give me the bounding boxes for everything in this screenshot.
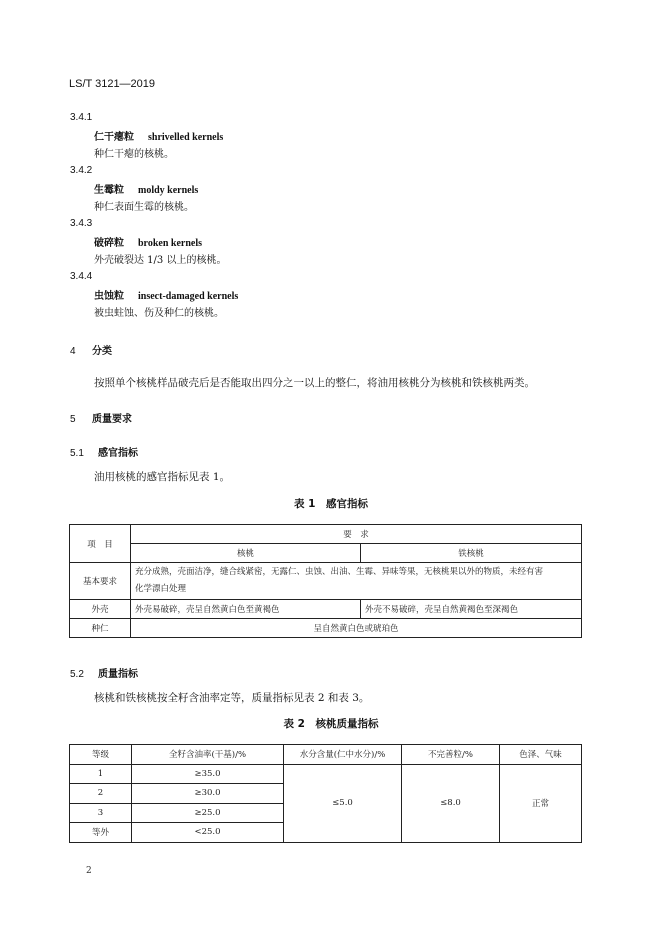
term-definition: 种仁表面生霉的核桃。 bbox=[94, 202, 194, 213]
table-row bbox=[70, 563, 582, 600]
page-number: 2 bbox=[86, 866, 92, 876]
table-cell: ≥30.0 bbox=[132, 784, 284, 804]
section-heading bbox=[70, 342, 112, 357]
quality-table bbox=[69, 744, 582, 843]
section-body: 油用核桃的感官指标见表 1。 bbox=[94, 471, 231, 483]
term-number: 3.4.3 bbox=[70, 218, 93, 229]
term-number: 3.4.4 bbox=[70, 271, 93, 282]
term-entry bbox=[94, 128, 223, 143]
term-definition: 种仁干瘪的核桃。 bbox=[94, 149, 174, 160]
table-header-cell: 不完善粒/% bbox=[402, 745, 500, 765]
term-definition: 被虫蛀蚀、伤及种仁的核桃。 bbox=[94, 308, 224, 319]
table-row bbox=[70, 544, 582, 563]
table-cell bbox=[131, 563, 582, 600]
table-cell: 外壳易破碎，壳呈自然黄白色至黄褐色 bbox=[131, 600, 361, 619]
section-body: 核桃和铁核桃按全籽含油率定等，质量指标见表 2 和表 3。 bbox=[94, 692, 370, 704]
term-entry bbox=[94, 287, 238, 302]
table-row bbox=[70, 600, 582, 619]
term-zh: 破碎粒 bbox=[94, 238, 124, 249]
table-row bbox=[70, 764, 582, 784]
table-cell: ≤5.0 bbox=[284, 764, 402, 842]
table-cell: 种仁 bbox=[70, 619, 131, 638]
section-title: 质量指标 bbox=[98, 669, 138, 680]
table-row bbox=[70, 745, 582, 765]
table-cell: 2 bbox=[70, 784, 132, 804]
table-cell: 等外 bbox=[70, 823, 132, 843]
section-title: 分类 bbox=[92, 346, 112, 357]
term-en: insect-damaged kernels bbox=[138, 291, 239, 302]
table-cell: ≤8.0 bbox=[402, 764, 500, 842]
cell-line: 化学漂白处理 bbox=[135, 584, 187, 594]
table-cell: ≥25.0 bbox=[132, 803, 284, 823]
standard-header: LS/T 3121—2019 bbox=[69, 78, 156, 90]
section-heading bbox=[70, 410, 132, 425]
table-cell: 外壳不易破碎，壳呈自然黄褐色至深褐色 bbox=[361, 600, 582, 619]
table-header-cell: 水分含量(仁中水分)/% bbox=[284, 745, 402, 765]
table-header-cell: 要 求 bbox=[131, 525, 582, 544]
section-number: 4 bbox=[70, 346, 76, 357]
section-number: 5.1 bbox=[70, 448, 84, 459]
term-en: moldy kernels bbox=[138, 185, 199, 196]
section-body: 按照单个核桃样品破壳后是否能取出四分之一以上的整仁，将油用核桃分为核桃和铁核桃两类。 bbox=[94, 377, 535, 389]
term-entry bbox=[94, 181, 198, 196]
table-caption: 表 2 核桃质量指标 bbox=[283, 718, 379, 730]
cell-line: 充分成熟，壳面洁净，缝合线紧密，无露仁、虫蚀、出油、生霉、异味等果，无核桃果以外的物质，未经有害 bbox=[135, 567, 544, 577]
table-cell: 正常 bbox=[500, 764, 582, 842]
table-row bbox=[70, 619, 582, 638]
table-cell: 1 bbox=[70, 764, 132, 784]
table-cell: 外壳 bbox=[70, 600, 131, 619]
table-cell: <25.0 bbox=[132, 823, 284, 843]
table-header-cell: 核桃 bbox=[131, 544, 361, 563]
table-cell: 基本要求 bbox=[70, 563, 131, 600]
term-number: 3.4.1 bbox=[70, 112, 93, 123]
table-header-cell: 全籽含油率(干基)/% bbox=[132, 745, 284, 765]
term-number: 3.4.2 bbox=[70, 165, 93, 176]
table-header-cell: 色泽、气味 bbox=[500, 745, 582, 765]
subsection-heading bbox=[70, 665, 138, 680]
subsection-heading bbox=[70, 444, 138, 459]
term-en: shrivelled kernels bbox=[148, 132, 224, 143]
table-header-cell: 项 目 bbox=[70, 525, 131, 563]
sensory-table bbox=[69, 524, 582, 638]
table-row bbox=[70, 525, 582, 544]
section-number: 5 bbox=[70, 414, 76, 425]
section-title: 感官指标 bbox=[98, 448, 138, 459]
term-en: broken kernels bbox=[138, 238, 202, 249]
term-zh: 生霉粒 bbox=[94, 185, 124, 196]
table-cell: ≥35.0 bbox=[132, 764, 284, 784]
term-zh: 虫蚀粒 bbox=[94, 291, 124, 302]
section-number: 5.2 bbox=[70, 669, 84, 680]
table-cell: 3 bbox=[70, 803, 132, 823]
table-cell: 呈自然黄白色或琥珀色 bbox=[131, 619, 582, 638]
term-definition: 外壳破裂达 1/3 以上的核桃。 bbox=[94, 255, 227, 266]
table-header-cell: 等级 bbox=[70, 745, 132, 765]
section-title: 质量要求 bbox=[92, 414, 132, 425]
table-caption: 表 1 感官指标 bbox=[294, 498, 368, 510]
table-header-cell: 铁核桃 bbox=[361, 544, 582, 563]
term-zh: 仁干瘪粒 bbox=[94, 132, 134, 143]
term-entry bbox=[94, 234, 202, 249]
